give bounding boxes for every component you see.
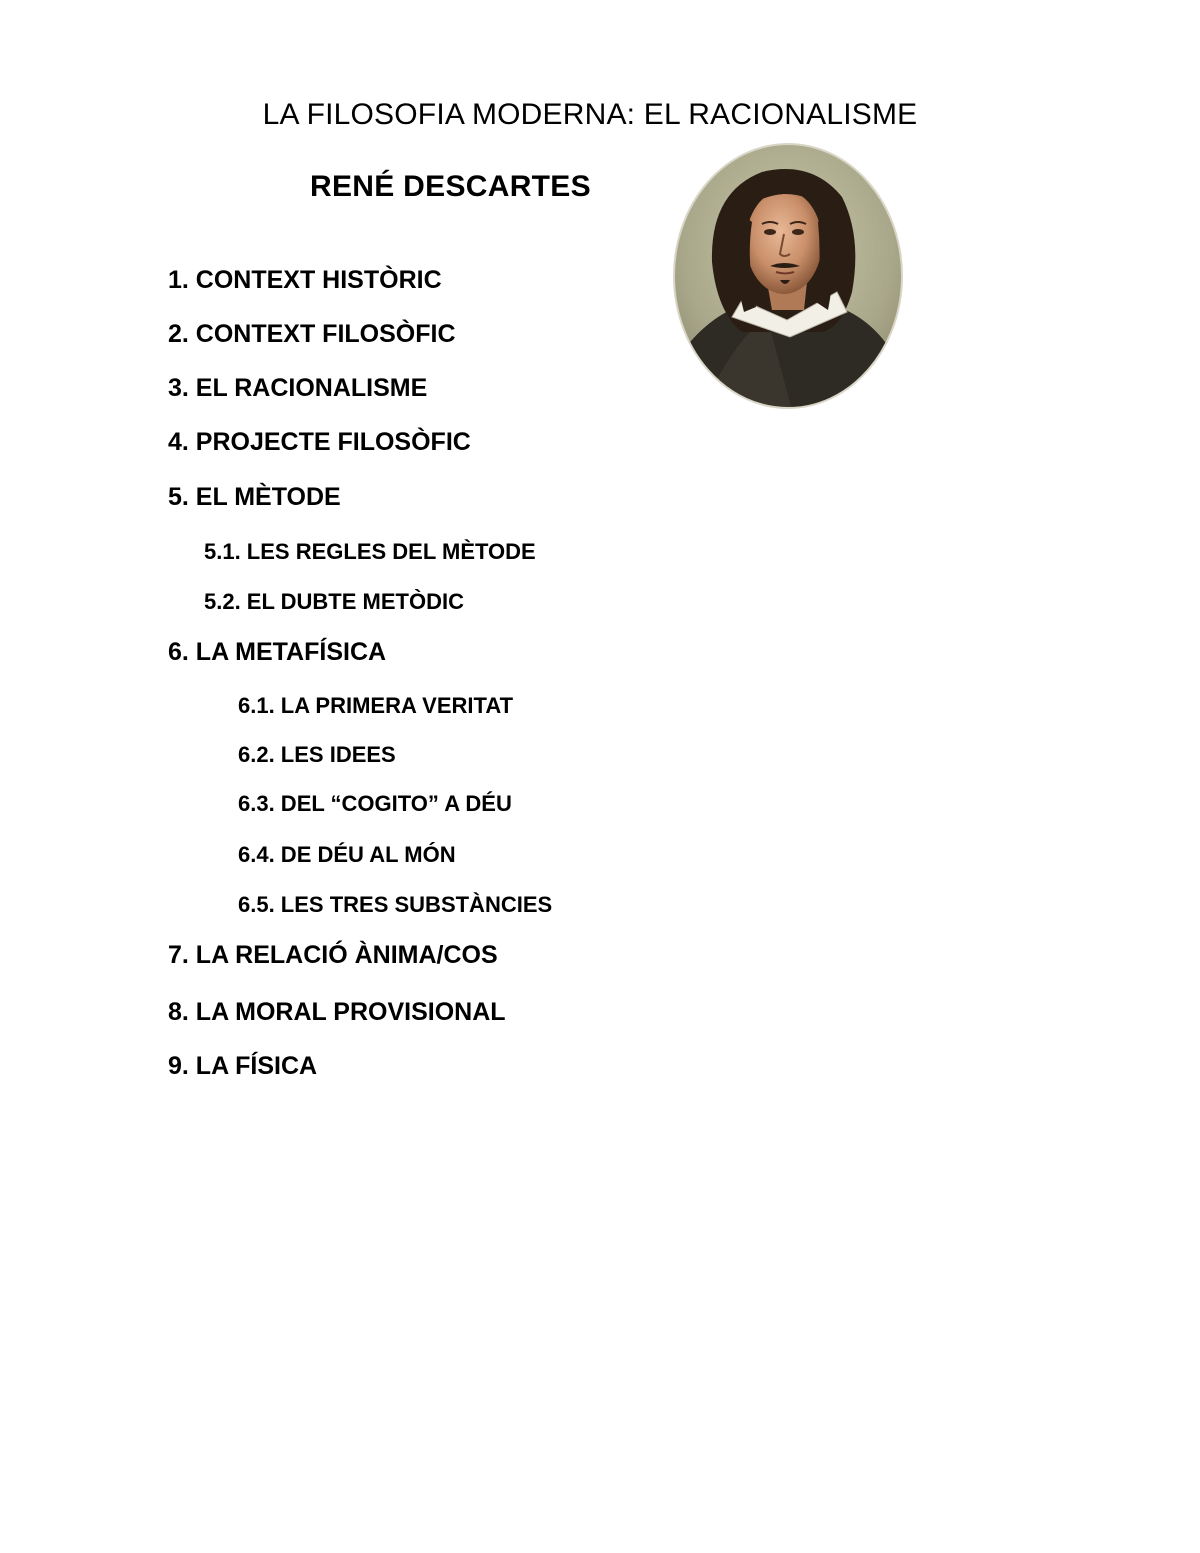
toc-item-projecte-filosofic: 4. PROJECTE FILOSÒFIC [168,428,471,456]
toc-item-metafisica: 6. LA METAFÍSICA [168,638,387,666]
document-subtitle: RENÉ DESCARTES [310,170,591,203]
toc-item-fisica: 9. LA FÍSICA [168,1052,318,1080]
toc-item-relacio-anima-cos: 7. LA RELACIÓ ÀNIMA/COS [168,941,498,969]
toc-item-primera-veritat: 6.1. LA PRIMERA VERITAT [238,693,514,718]
toc-item-regles-metode: 5.1. LES REGLES DEL MÈTODE [204,539,536,564]
toc-item-cogito-deu: 6.3. DEL “COGITO” A DÉU [238,791,512,816]
descartes-portrait [672,142,904,410]
toc-item-racionalisme: 3. EL RACIONALISME [168,374,428,402]
toc-item-context-filosofic: 2. CONTEXT FILOSÒFIC [168,320,456,348]
toc-item-idees: 6.2. LES IDEES [238,742,396,767]
toc-item-context-historic: 1. CONTEXT HISTÒRIC [168,266,442,294]
toc-item-tres-substancies: 6.5. LES TRES SUBSTÀNCIES [238,892,553,917]
toc-item-dubte-metodic: 5.2. EL DUBTE METÒDIC [204,589,464,614]
toc-item-moral-provisional: 8. LA MORAL PROVISIONAL [168,998,506,1026]
document-title: LA FILOSOFIA MODERNA: EL RACIONALISME [262,98,918,131]
toc-item-metode: 5. EL MÈTODE [168,483,341,511]
toc-item-deu-mon: 6.4. DE DÉU AL MÓN [238,842,456,867]
